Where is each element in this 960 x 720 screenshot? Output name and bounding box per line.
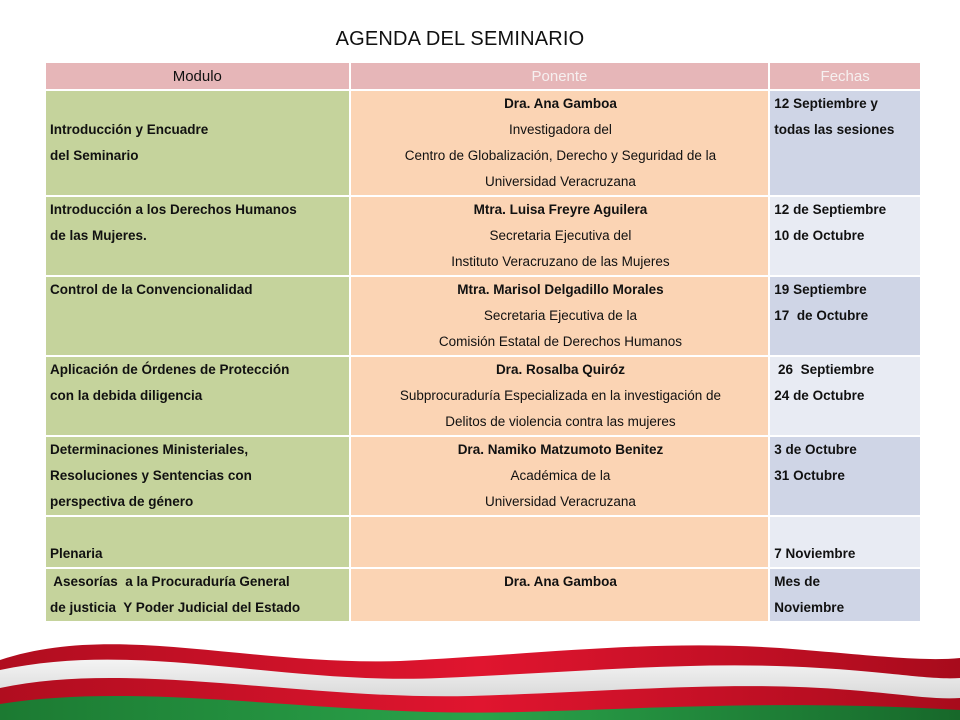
fecha-line: 10 de Octubre <box>774 228 865 243</box>
fecha-line: 12 de Septiembre <box>774 202 887 217</box>
fecha-line: 7 Noviembre <box>774 546 856 561</box>
modulo-line: Introducción y Encuadre <box>50 122 209 137</box>
fechas-cell <box>770 197 920 275</box>
modulo-line: Control de la Convencionalidad <box>50 282 253 297</box>
modulo-cell <box>46 197 349 275</box>
fechas-cell <box>770 357 920 435</box>
table-row <box>46 517 920 567</box>
header-modulo: Modulo <box>46 63 349 89</box>
fecha-line: 12 Septiembre y <box>774 96 878 111</box>
modulo-line: Resoluciones y Sentencias con <box>50 468 252 483</box>
ponente-cell <box>351 517 769 567</box>
table-row <box>46 277 920 355</box>
header-fechas: Fechas <box>770 63 920 89</box>
ponente-line: Comisión Estatal de Derechos Humanos <box>438 334 683 349</box>
ponente-line: Secretaria Ejecutiva de la <box>483 308 637 323</box>
ponente-name: Dra. Ana Gamboa <box>504 574 617 589</box>
decorative-wave-banner <box>0 600 960 720</box>
ponente-line: Centro de Globalización, Derecho y Seguridad de la <box>404 148 717 163</box>
ponente-cell <box>351 91 769 195</box>
ponente-line: Secretaria Ejecutiva del <box>489 228 632 243</box>
modulo-line: Plenaria <box>50 546 103 561</box>
modulo-cell <box>46 437 349 515</box>
ponente-cell <box>351 197 769 275</box>
modulo-line: de justicia Y Poder Judicial del Estado <box>50 600 301 615</box>
ponente-line: Universidad Veracruzana <box>485 494 636 509</box>
ponente-name: Mtra. Marisol Delgadillo Morales <box>457 282 664 297</box>
modulo-line: Asesorías a la Procuraduría General <box>50 574 290 589</box>
agenda-table <box>44 61 922 623</box>
fecha-line: todas las sesiones <box>774 122 895 137</box>
ponente-line: Universidad Veracruzana <box>485 174 636 189</box>
table-row <box>46 91 920 195</box>
table-row <box>46 197 920 275</box>
modulo-line: Introducción a los Derechos Humanos <box>50 202 297 217</box>
modulo-cell <box>46 357 349 435</box>
ponente-name: Mtra. Luisa Freyre Aguilera <box>473 202 648 217</box>
fecha-line: 24 de Octubre <box>774 388 865 403</box>
ponente-line: Investigadora del <box>509 122 612 137</box>
fechas-cell <box>770 517 920 567</box>
fecha-line: Noviembre <box>774 600 845 615</box>
ponente-name: Dra. Rosalba Quiróz <box>495 362 625 377</box>
ponente-cell <box>351 357 769 435</box>
ponente-line: Académica de la <box>510 468 611 483</box>
fechas-cell <box>770 91 920 195</box>
ponente-name: Dra. Namiko Matzumoto Benitez <box>457 442 664 457</box>
modulo-cell <box>46 91 349 195</box>
fecha-line: 17 de Octubre <box>774 308 869 323</box>
header-row <box>46 63 920 89</box>
ponente-name: Dra. Ana Gamboa <box>504 96 617 111</box>
ponente-line: Delitos de violencia contra las mujeres <box>445 414 676 429</box>
ponente-cell <box>351 437 769 515</box>
ponente-line: Subprocuraduría Especializada en la investigación de <box>399 388 722 403</box>
modulo-line: con la debida diligencia <box>50 388 203 403</box>
modulo-line: del Seminario <box>50 148 139 163</box>
page-title: AGENDA DEL SEMINARIO <box>335 28 585 50</box>
fecha-line: 31 Octubre <box>774 468 845 483</box>
ponente-cell <box>351 277 769 355</box>
fecha-line: 19 Septiembre <box>774 282 867 297</box>
table-row <box>46 437 920 515</box>
fecha-line: 3 de Octubre <box>774 442 857 457</box>
table-row <box>46 357 920 435</box>
modulo-line: de las Mujeres. <box>50 228 147 243</box>
modulo-line: Determinaciones Ministeriales, <box>50 442 249 457</box>
fechas-cell <box>770 437 920 515</box>
fecha-line: 26 Septiembre <box>774 362 875 377</box>
modulo-cell <box>46 277 349 355</box>
modulo-line: Aplicación de Órdenes de Protección <box>50 362 290 377</box>
modulo-line: perspectiva de género <box>50 494 194 509</box>
ponente-line: Instituto Veracruzano de las Mujeres <box>451 254 670 269</box>
fechas-cell <box>770 277 920 355</box>
header-ponente: Ponente <box>351 63 769 89</box>
modulo-cell <box>46 517 349 567</box>
fecha-line: Mes de <box>774 574 821 589</box>
